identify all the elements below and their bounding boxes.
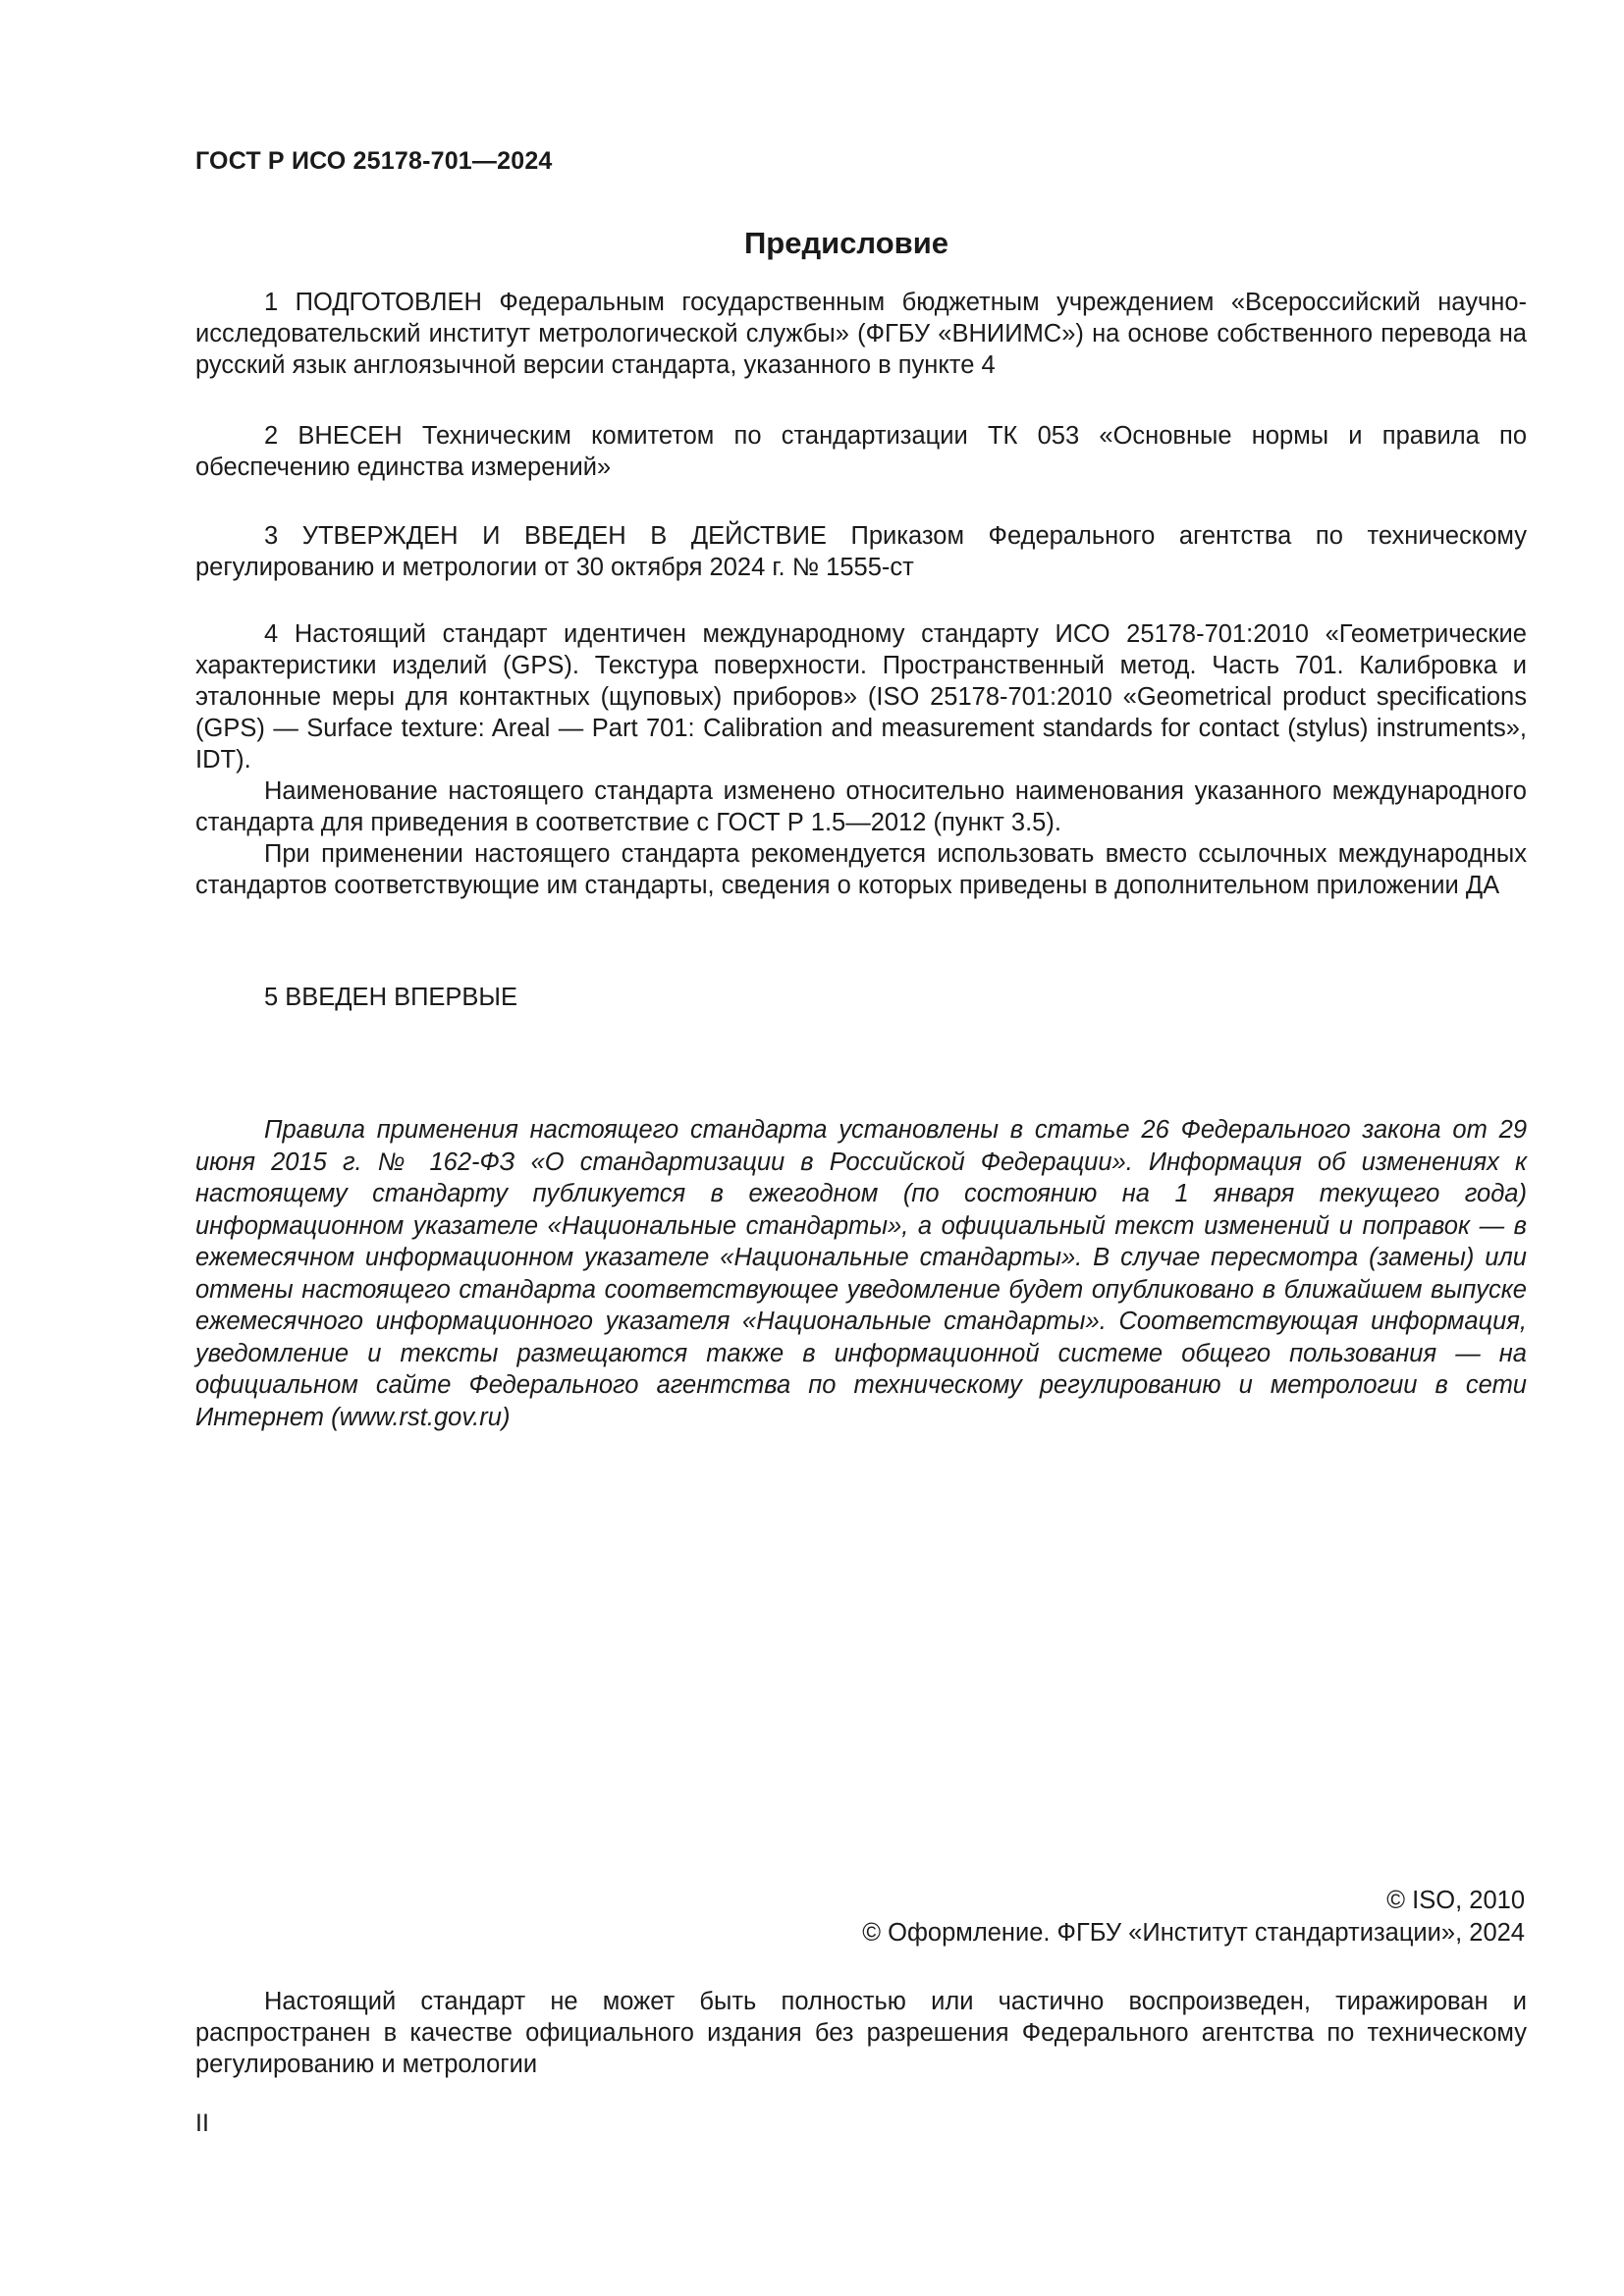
reproduction-notice-text: Настоящий стандарт не может быть полностью или частично воспроизведен, тиражирован и распространен в качестве официального издания без разрешения Федерального агентства по техническому регулированию и метрологии xyxy=(195,1988,1527,2078)
copyright-block xyxy=(862,1885,1525,1949)
foreword-item-3 xyxy=(195,520,1527,583)
copyright-iso: © ISO, 2010 xyxy=(1386,1887,1525,1914)
foreword-item-1 xyxy=(195,287,1527,381)
foreword-item-4-paragraph-2: Наименование настоящего стандарта изменено относительно наименования указанного международного стандарта для приведения в соответствие с ГОСТ Р 1.5—2012 (пункт 3.5). xyxy=(195,777,1527,836)
foreword-item-4-paragraph-3: При применении настоящего стандарта рекомендуется использовать вместо ссылочных международных стандартов соответствующие им стандарты, сведения о которых приведены в дополнительном приложении ДА xyxy=(195,840,1527,899)
rules-of-application-text: Правила применения настоящего стандарта установлены в статье 26 Федерального закона от 29 июня 2015 г. № 162-ФЗ «О стандартизации в Российской Федерации». Информация об изменениях к настоящему стандарту публикуется в ежегодном (по состоянию на 1 января текущего года) информационном указателе «Национальные стандарты», а официальный текст изменений и поправок — в ежемесячном информационном указателе «Национальные стандарты». В случае пересмотра (замены) или отмены настоящего стандарта соответствующее уведомление будет опубликовано в ближайшем выпуске ежемесячного информационного указателя «Национальные стандарты». Соответствующая информация, уведомление и тексты размещаются также в информационной системе общего пользования — на официальном сайте Федерального агентства по техническому регулированию и метрологии в сети Интернет (www.rst.gov.ru) xyxy=(195,1116,1527,1431)
foreword-item-4 xyxy=(195,618,1527,901)
section-title: Предисловие xyxy=(743,226,948,260)
foreword-item-4-paragraph-1: 4 Настоящий стандарт идентичен международному стандарту ИСО 25178-701:2010 «Геометрические характеристики изделий (GPS). Текстура поверхности. Пространственный метод. Часть 701. Калибровка и эталонные меры для контактных (щуповых) приборов» (ISO 25178-701:2010 «Geometrical product specifications (GPS) — Surface texture: Areal — Part 701: Calibration and measurement standards for contact (stylus) instruments», IDT). xyxy=(195,620,1527,774)
foreword-item-2-text: 2 ВНЕСЕН Техническим комитетом по стандартизации ТК 053 «Основные нормы и правила по обеспечению единства измерений» xyxy=(195,422,1527,481)
foreword-item-2 xyxy=(195,420,1527,483)
foreword-item-5 xyxy=(195,982,1527,1013)
page-number: II xyxy=(195,2109,209,2137)
foreword-item-5-text: 5 ВВЕДЕН ВПЕРВЫЕ xyxy=(264,984,518,1011)
document-number-header: ГОСТ Р ИСО 25178-701—2024 xyxy=(195,147,553,175)
foreword-item-1-text: 1 ПОДГОТОВЛЕН Федеральным государственным бюджетным учреждением «Всероссийский научно-исследовательский институт метрологической службы» (ФГБУ «ВНИИМС») на основе собственного перевода на русский язык англоязычной версии стандарта, указанного в пункте 4 xyxy=(195,289,1527,379)
copyright-design: © Оформление. ФГБУ «Институт стандартизации», 2024 xyxy=(862,1919,1525,1947)
rules-of-application-notice xyxy=(195,1114,1527,1433)
reproduction-notice xyxy=(195,1986,1527,2080)
foreword-item-3-text: 3 УТВЕРЖДЕН И ВВЕДЕН В ДЕЙСТВИЕ Приказом Федерального агентства по техническому регулированию и метрологии от 30 октября 2024 г. № 1555-ст xyxy=(195,522,1527,581)
